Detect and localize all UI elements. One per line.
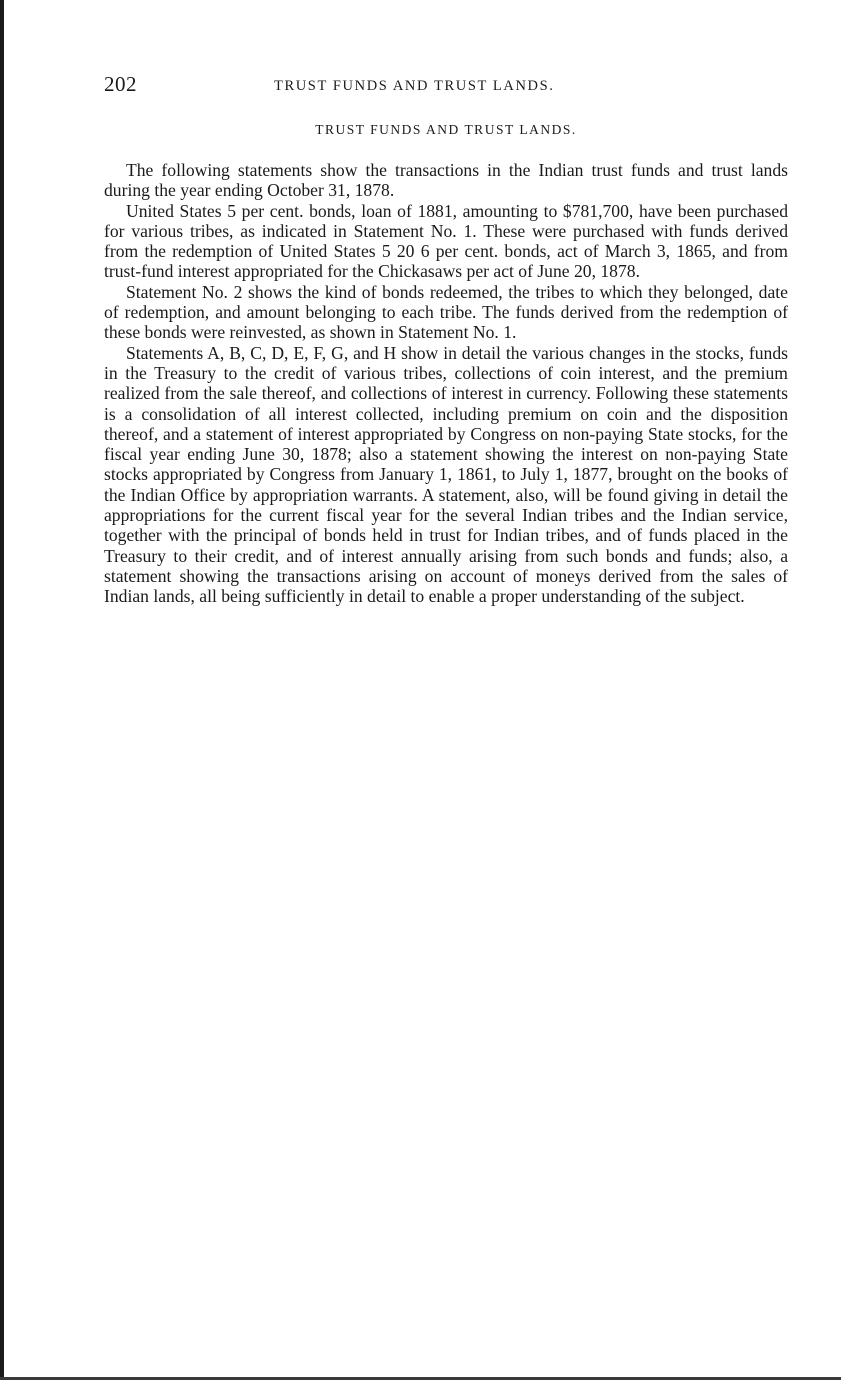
paragraph-bonds-purchased: United States 5 per cent. bonds, loan of 1881, amounting to $781,700, have been purchased for various tribes, as indicated in Statement No. 1. These were purchased with funds derived from the redemption of United States 5 20 6 per cent. bonds, act of March 3, 1865, and from trust-fund interest appropriated for the Chickasaws per act of June 20, 1878. <box>104 200 788 282</box>
page-edge <box>0 0 4 1380</box>
page-number: 202 <box>104 72 137 96</box>
paragraph-intro: The following statements show the transactions in the Indian trust funds and trust lands during the year ending October 31, 1878. <box>104 160 788 201</box>
running-title: TRUST FUNDS AND TRUST LANDS. <box>274 78 555 94</box>
paragraph-bonds-redeemed: Statement No. 2 shows the kind of bonds redeemed, the tribes to which they belonged, date of redemption, and amount belonging to each tribe. The funds derived from the redemption of these bonds were reinvested, as shown in Statement No. 1. <box>104 281 788 343</box>
body-text <box>104 160 788 607</box>
paragraph-statements-detail: Statements A, B, C, D, E, F, G, and H show in detail the various changes in the stocks, funds in the Treasury to the credit of various tribes, collections of coin interest, and the premium realized from the sale thereof, and collections of interest in currency. Following these statements is a consolidation of all interest collected, including premium on coin and the disposition thereof, and a statement of interest appropriated by Congress on non-paying State stocks, for the fiscal year ending June 30, 1878; also a statement showing the interest on non-paying State stocks appropriated by Congress from January 1, 1861, to July 1, 1877, brought on the books of the Indian Office by appropriation warrants. A statement, also, will be found giving in detail the appropriations for the current fiscal year for the several Indian tribes and the Indian service, together with the principal of bonds held in trust for Indian tribes, and of funds placed in the Treasury to their credit, and of interest annually arising from such bonds and funds; also, a statement showing the transactions arising on account of moneys derived from the sales of Indian lands, all being sufficiently in detail to enable a proper understanding of the subject. <box>104 342 788 607</box>
section-title: TRUST FUNDS AND TRUST LANDS. <box>315 122 577 137</box>
running-header <box>104 72 788 98</box>
